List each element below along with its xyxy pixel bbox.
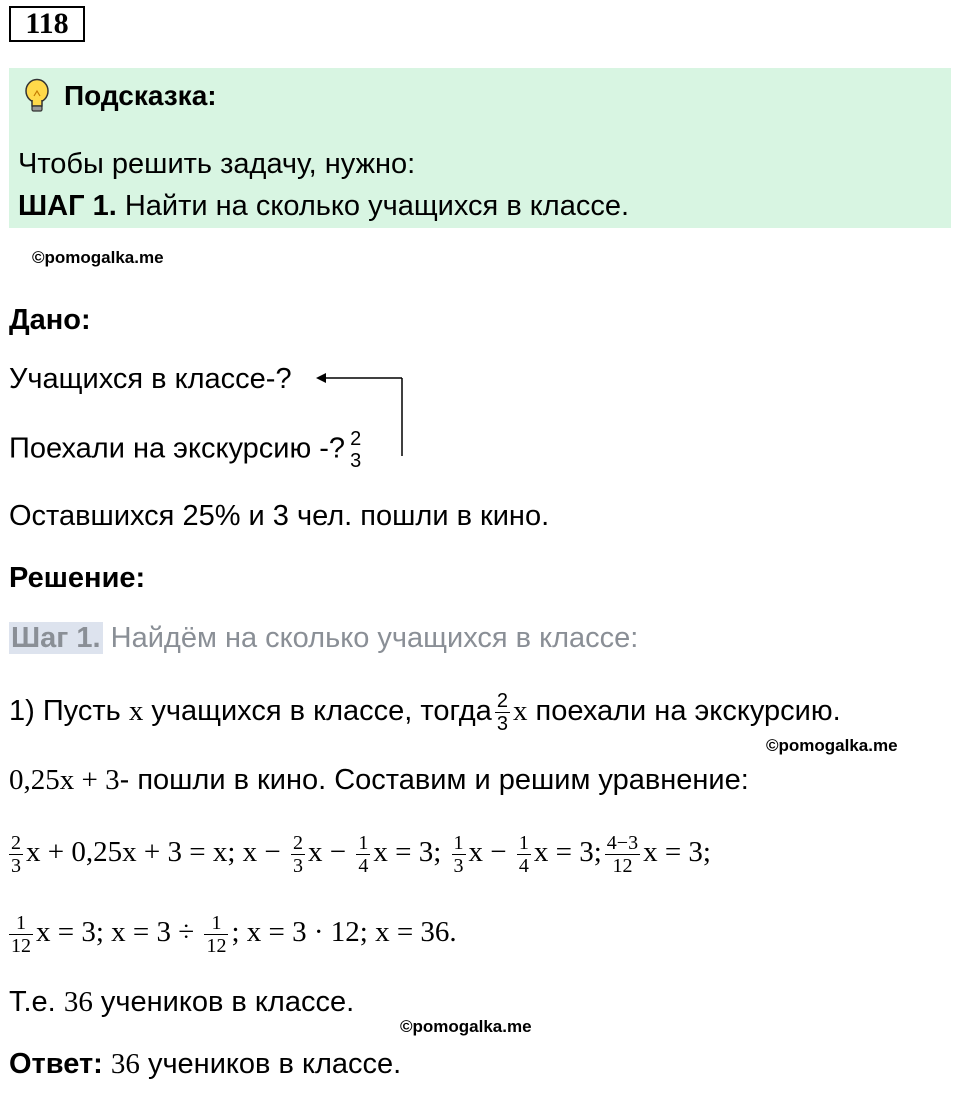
conclusion: Т.е. 36 учеников в классе.: [9, 986, 355, 1018]
task-number: 118: [9, 6, 85, 42]
solution-para-2: 0,25x + 3- пошли в кино. Составим и решим уравнение:: [9, 764, 749, 796]
solution-heading: Решение:: [9, 562, 146, 594]
given-excursion-text: Поехали на экскурсию -?: [9, 432, 346, 465]
equation-line-1: $\frac{2}{3}$ x + 0,25x + 3 = x; x − $\frac{2}{3}$ x − $\frac{1}{4}$ x = 3; $\frac{1}{3}$ x − $\frac{1}{4}$ x = 3; $\frac{4-3}{12}$ x = 3;: [11, 832, 711, 877]
answer-number: 36: [110, 1048, 140, 1080]
fraction-one-twelfth: $\frac{1}{12}$: [206, 912, 227, 957]
given-heading: Дано:: [9, 304, 91, 336]
fraction-one-twelfth: $\frac{1}{12}$: [11, 912, 31, 957]
watermark: ©pomogalka.me: [400, 1017, 532, 1036]
hint-title: Подсказка:: [64, 80, 217, 111]
hint-step-text: Найти на сколько учащихся в классе.: [124, 190, 630, 222]
given-line-students: Учащихся в классе-?: [9, 363, 292, 395]
solution-step-text: Найдём на сколько учащихся в классе:: [110, 622, 639, 654]
given-excursion-fraction: 2 3: [350, 428, 362, 472]
bracket-arrow: [310, 368, 410, 460]
solution-step-label: Шаг 1.: [11, 622, 101, 654]
answer-label: Ответ:: [9, 1048, 103, 1080]
lightbulb-icon: [22, 78, 52, 114]
fraction-one-third: $\frac{1}{3}$: [453, 832, 464, 877]
fraction-one-quarter: $\frac{1}{4}$: [518, 832, 529, 877]
solution-para-1: 1) Пусть x учащихся в классе, тогда $\frac{2}{3}$ x поехали на экскурсию.: [9, 690, 841, 735]
fraction-one-quarter: $\frac{1}{4}$: [358, 832, 369, 877]
answer-text: учеников в классе.: [147, 1048, 402, 1080]
watermark: ©pomogalka.me: [766, 736, 898, 755]
solution-step: [9, 620, 638, 656]
hint-step-label: ШАГ 1.: [18, 190, 117, 222]
fraction-two-thirds: $\frac{2}{3}$: [11, 832, 21, 877]
answer: [9, 1046, 401, 1082]
hint-step: [18, 188, 629, 224]
fraction-two-thirds: $\frac{2}{3}$: [292, 832, 303, 877]
given-line-cinema: Оставшихся 25% и 3 чел. пошли в кино.: [9, 500, 550, 532]
fraction-two-thirds: $\frac{2}{3}$: [496, 690, 508, 735]
hint-intro: Чтобы решить задачу, нужно:: [18, 148, 416, 180]
watermark: ©pomogalka.me: [32, 248, 164, 267]
fraction-four-minus-three-twelfths: $\frac{4-3}{12}$: [606, 832, 639, 877]
equation-line-2: $\frac{1}{12}$ x = 3; x = 3 ÷ $\frac{1}{12}$ ; x = 3 · 12; x = 36.: [11, 912, 457, 957]
